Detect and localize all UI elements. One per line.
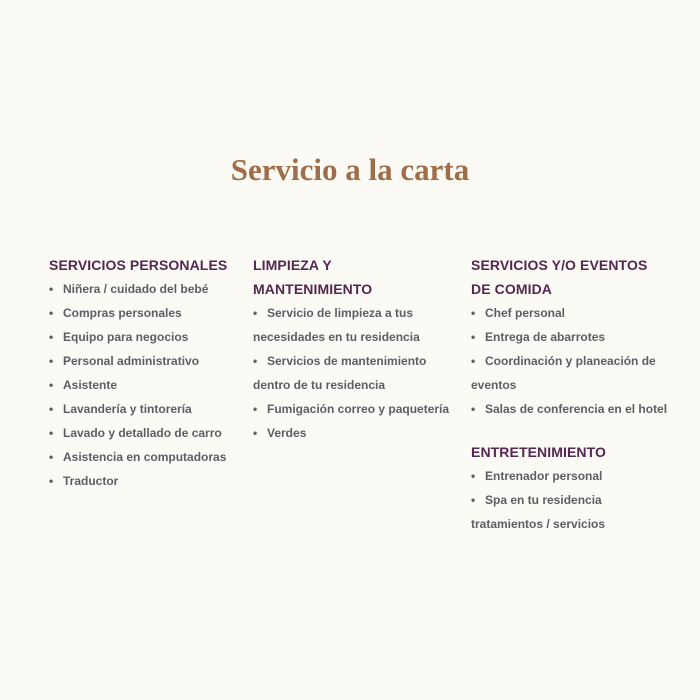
bullet-icon: • — [49, 330, 54, 344]
bullet-icon: • — [471, 354, 476, 368]
list-item: • Verdes — [253, 421, 463, 445]
list-item: • Asistencia en computadoras — [49, 445, 244, 469]
bullet-icon: • — [49, 282, 54, 296]
list-item: • Spa en tu residencia tratamientos / servicios — [471, 488, 621, 536]
bullet-icon: • — [49, 474, 54, 488]
list-item: • Asistente — [49, 373, 244, 397]
bullet-icon: • — [471, 306, 476, 320]
bullet-icon: • — [471, 493, 476, 507]
column-eventos-entretenimiento — [471, 253, 681, 536]
list-item: • Compras personales — [49, 301, 244, 325]
bullet-icon: • — [49, 378, 54, 392]
section-heading-servicios-eventos-comida: SERVICIOS Y/O EVENTOS DE COMIDA — [471, 257, 648, 297]
section-heading-entretenimiento: ENTRETENIMIENTO — [471, 444, 607, 460]
section-heading-servicios-personales: SERVICIOS PERSONALES — [49, 257, 228, 273]
bullet-icon: • — [49, 450, 54, 464]
list-item: • Servicio de limpieza a tus necesidades en tu residencia — [253, 301, 463, 349]
bullet-icon: • — [49, 306, 54, 320]
service-list-limpieza — [253, 301, 463, 445]
list-item: • Traductor — [49, 469, 244, 493]
bullet-icon: • — [49, 426, 54, 440]
list-item: • Chef personal — [471, 301, 681, 325]
list-item: • Salas de conferencia en el hotel — [471, 397, 681, 421]
section-entretenimiento — [471, 440, 681, 536]
list-item: • Equipo para negocios — [49, 325, 244, 349]
service-list-eventos-comida — [471, 301, 681, 421]
service-list-entretenimiento — [471, 464, 681, 536]
list-item: • Servicios de mantenimiento dentro de tu residencia — [253, 349, 463, 397]
list-item: • Fumigación correo y paquetería — [253, 397, 463, 421]
bullet-icon: • — [253, 354, 258, 368]
bullet-icon: • — [471, 330, 476, 344]
service-list-personales — [49, 277, 244, 493]
bullet-icon: • — [471, 402, 476, 416]
list-item: • Lavado y detallado de carro — [49, 421, 244, 445]
section-heading-limpieza-mantenimiento: LIMPIEZA Y MANTENIMIENTO — [253, 257, 373, 297]
list-item: • Niñera / cuidado del bebé — [49, 277, 244, 301]
list-item: • Entrenador personal — [471, 464, 681, 488]
list-item: • Entrega de abarrotes — [471, 325, 681, 349]
column-servicios-personales — [49, 253, 244, 493]
bullet-icon: • — [49, 402, 54, 416]
bullet-icon: • — [49, 354, 54, 368]
list-item: • Coordinación y planeación de eventos — [471, 349, 681, 397]
bullet-icon: • — [471, 469, 476, 483]
bullet-icon: • — [253, 426, 258, 440]
page-title: Servicio a la carta — [230, 152, 470, 187]
bullet-icon: • — [253, 402, 258, 416]
bullet-icon: • — [253, 306, 258, 320]
list-item: • Lavandería y tintorería — [49, 397, 244, 421]
list-item: • Personal administrativo — [49, 349, 244, 373]
column-limpieza-mantenimiento — [253, 253, 463, 445]
